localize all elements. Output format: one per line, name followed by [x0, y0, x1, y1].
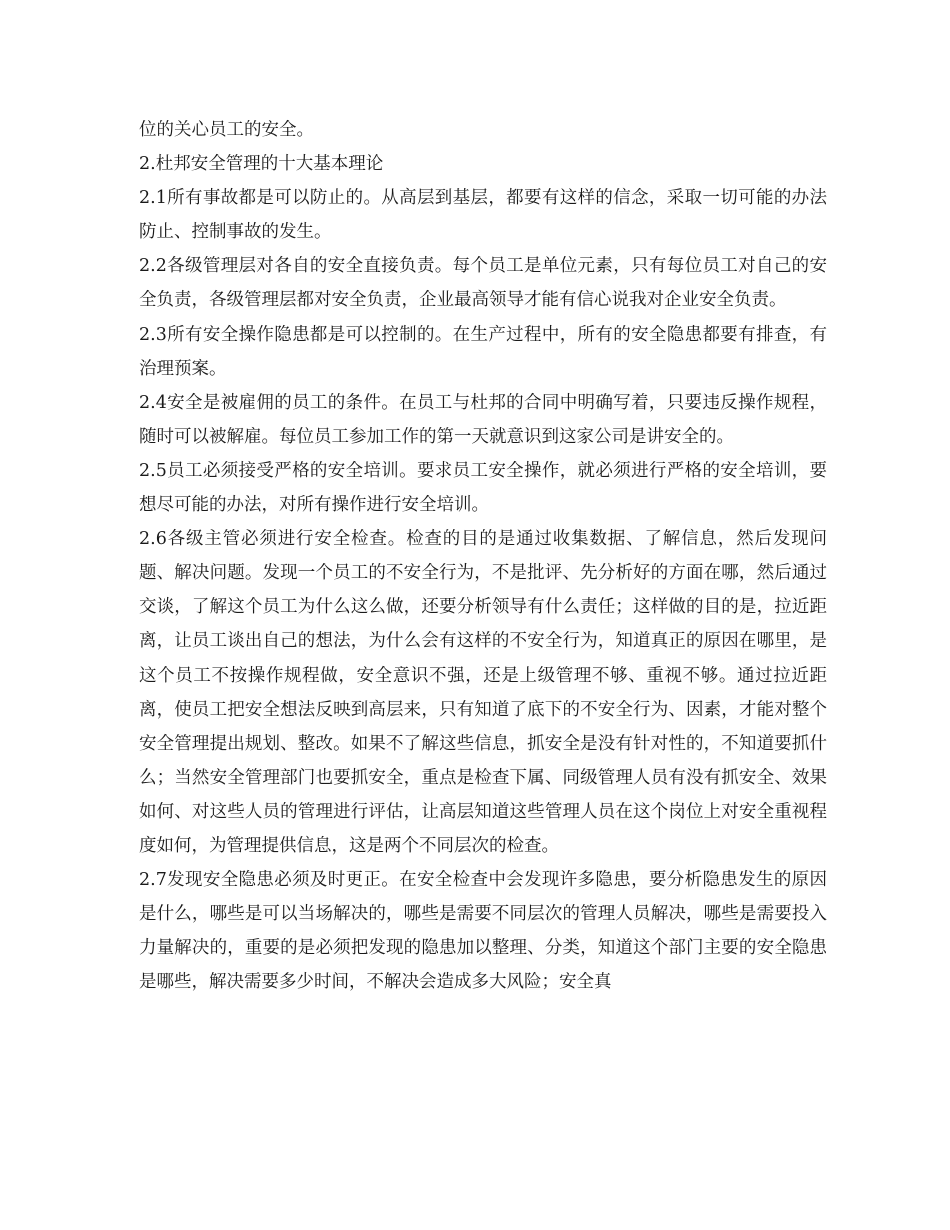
paragraph-2-5: 2.5员工必须接受严格的安全培训。要求员工安全操作，就必须进行严格的安全培训，要想尽可能的办法，对所有操作进行安全培训。: [139, 460, 827, 516]
section-heading: 2.杜邦安全管理的十大基本理论: [139, 154, 384, 175]
paragraph-continuation: 位的关心员工的安全。: [139, 120, 314, 140]
paragraph-2-7: 2.7发现安全隐患必须及时更正。在安全检查中会发现许多隐患，要分析隐患发生的原因是什么，哪些是可以当场解决的，哪些是需要不同层次的管理人员解决，哪些是需要投入力量解决的，重要的是必须把发现的隐患加以整理、分类，知道这个部门主要的安全隐患是哪些，解决需要多少时间，不解决会造成多大风险；安全真: [139, 870, 827, 993]
paragraph-2-2: 2.2各级管理层对各自的安全直接负责。每个员工是单位元素，只有每位员工对自己的安全负责，各级管理层都对安全负责，企业最高领导才能有信心说我对企业安全负责。: [139, 256, 827, 311]
paragraph-2-1: 2.1所有事故都是可以防止的。从高层到基层，都要有这样的信念，采取一切可能的办法防止、控制事故的发生。: [139, 188, 827, 243]
paragraph-2-6: 2.6各级主管必须进行安全检查。检查的目的是通过收集数据、了解信息，然后发现问题、解决问题。发现一个员工的不安全行为，不是批评、先分析好的方面在哪，然后通过交谈，了解这个员工为什么这么做，还要分析领导有什么责任；这样做的目的是，拉近距离，让员工谈出自己的想法，为什么会有这样的不安全行为，知道真正的原因在哪里，是这个员工不按操作规程做，安全意识不强，还是上级管理不够、重视不够。通过拉近距离，使员工把安全想法反映到高层来，只有知道了底下的不安全行为、因素，才能对整个安全管理提出规划、整改。如果不了解这些信息，抓安全是没有针对性的，不知道要抓什么；当然安全管理部门也要抓安全，重点是检查下属、同级管理人员有没有抓安全、效果如何、对这些人员的管理进行评估，让高层知道这些管理人员在这个岗位上对安全重视程度如何，为管理提供信息，这是两个不同层次的检查。: [139, 529, 827, 856]
paragraph-2-3: 2.3所有安全操作隐患都是可以控制的。在生产过程中，所有的安全隐患都要有排查，有治理预案。: [139, 324, 827, 379]
paragraph-2-4: 2.4安全是被雇佣的员工的条件。在员工与杜邦的合同中明确写着，只要违反操作规程，随时可以被解雇。每位员工参加工作的第一天就意识到这家公司是讲安全的。: [139, 392, 827, 447]
document-body: [139, 113, 827, 999]
